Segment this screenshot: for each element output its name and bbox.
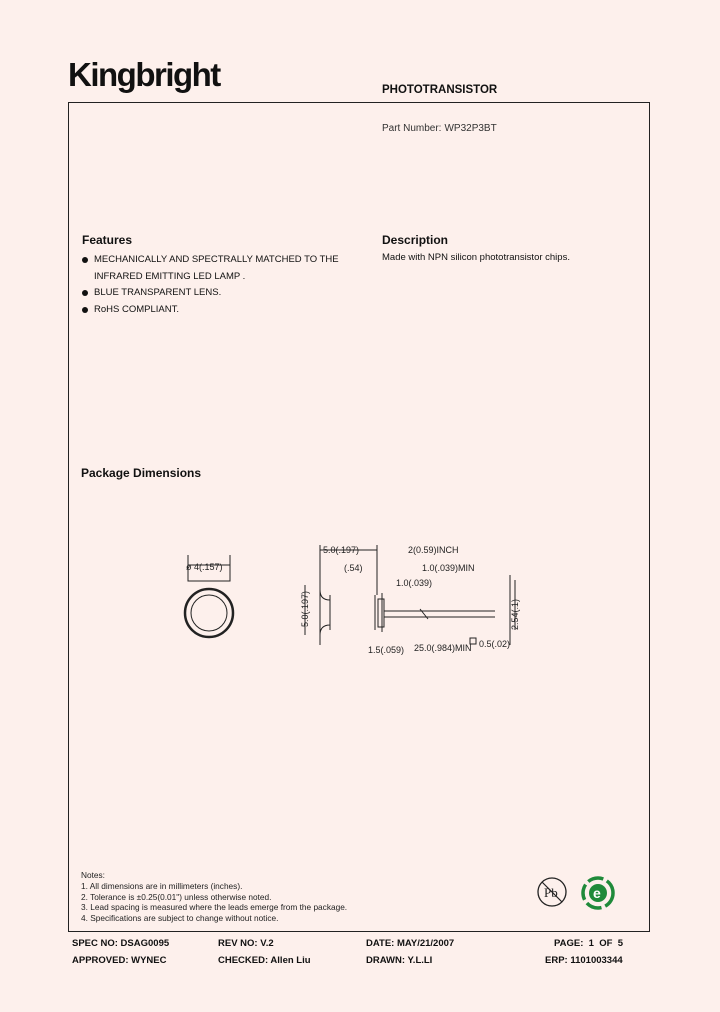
dim-pitch: 2.54(.1) — [510, 598, 520, 630]
footer-date: DATE: MAY/21/2007 — [366, 938, 455, 949]
dim-flange: 1.0(.039)MIN — [422, 563, 475, 573]
note-item: 1. All dimensions are in millimeters (inches). — [81, 880, 243, 891]
dim-lead-min: 25.0(.984)MIN — [414, 643, 472, 653]
features-list — [82, 252, 372, 318]
feature-text: BLUE TRANSPARENT LENS. — [94, 287, 222, 298]
part-number-value: WP32P3BT — [444, 123, 497, 134]
dim-body-length: 5.0(.197) — [323, 545, 360, 555]
bullet-icon — [82, 307, 88, 313]
footer-spec-no: SPEC NO: DSAG0095 — [72, 938, 170, 949]
pb-text: Pb — [544, 885, 558, 900]
note-item: 4. Specifications are subject to change without notice. — [81, 913, 279, 924]
part-number-label: Part Number: — [382, 123, 442, 134]
part-number — [382, 123, 497, 134]
brand-logo: Kingbright — [68, 56, 220, 93]
top-view — [185, 555, 233, 637]
footer-checked: CHECKED: Allen Liu — [218, 955, 311, 966]
notes-title: Notes: — [81, 870, 105, 880]
footer-drawn: DRAWN: Y.L.LI — [366, 955, 433, 966]
dim-lens-length: (.54) — [344, 563, 363, 573]
dim-top-diameter: ø 4(.157) — [186, 562, 223, 572]
dim-lead-length: 1.0(.039) — [396, 578, 433, 588]
dim-height: 5.0(.197) — [300, 590, 310, 627]
feature-item — [82, 252, 372, 285]
feature-text: RoHS COMPLIANT. — [94, 303, 179, 315]
bullet-icon — [82, 257, 88, 263]
note-item: 3. Lead spacing is measured where the leads emerge from the package. — [81, 902, 348, 913]
footer-rev-no: REV NO: V.2 — [218, 938, 274, 949]
feature-item — [82, 302, 372, 319]
dim-lead-square-2: 0.5(.02) — [479, 639, 511, 649]
side-view — [300, 545, 520, 655]
feature-item — [82, 285, 372, 302]
footer-approved: APPROVED: WYNEC — [72, 955, 167, 966]
document-title: PHOTOTRANSISTOR — [382, 84, 498, 96]
dim-lead-square: 2(0.59)INCH — [408, 545, 459, 555]
features-heading: Features — [82, 233, 133, 247]
note-item: 2. Tolerance is ±0.25(0.01") unless otherwise noted. — [81, 891, 272, 902]
dim-flange-width: 1.5(.059) — [368, 645, 405, 655]
package-dimensions-heading: Package Dimensions — [81, 466, 202, 480]
bullet-icon — [82, 290, 88, 296]
footer-erp: ERP: 1101003344 — [545, 955, 623, 966]
description-heading: Description — [382, 233, 449, 247]
footer-page: PAGE: 1 OF 5 — [554, 938, 623, 949]
rohs-e-icon — [580, 875, 616, 911]
notes — [81, 870, 347, 924]
description-text: Made with NPN silicon phototransistor chips. — [382, 252, 570, 263]
pb-free-icon — [535, 875, 569, 909]
e-text: e — [593, 885, 601, 901]
feature-text: MECHANICALLY AND SPECTRALLY MATCHED TO THE INFRARED EMITTING LED LAMP . — [94, 254, 339, 282]
package-drawing — [170, 535, 540, 670]
datasheet-frame — [68, 102, 650, 932]
